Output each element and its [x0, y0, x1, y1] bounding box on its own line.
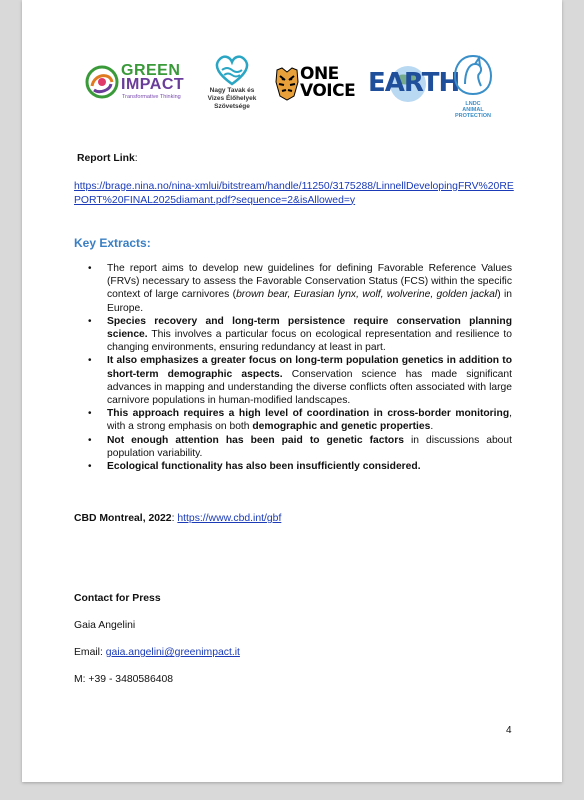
nagy-tavak-logo	[200, 54, 264, 120]
nagy-tavak-line1: Nagy Tavak és	[209, 87, 255, 94]
list-item	[74, 460, 512, 473]
extract-text: Conservation science has made significant advances in mapping and understanding the diverse conflicts often associated with large carnivore populations in human-modified landscapes.	[107, 368, 512, 407]
extract-text: .	[430, 421, 434, 433]
report-link-heading: Report Link:	[77, 153, 138, 164]
extract-text: in discussions about population variability.	[107, 434, 512, 459]
green-impact-wordmark	[121, 64, 184, 92]
one-voice-logo	[274, 64, 358, 104]
extract-bold: It also emphasizes a greater focus on long-term population genetics in addition to short-term demographic aspects.	[107, 355, 512, 380]
list-item	[74, 262, 512, 315]
document-page	[22, 0, 562, 782]
list-item	[74, 407, 512, 433]
green-impact-logo	[84, 62, 208, 106]
extract-italic: brown bear, Eurasian lynx, wolf, wolverine, golden jackal	[236, 289, 498, 301]
extract-bold: Species recovery and long-term persistence require conservation planning science.	[107, 315, 512, 341]
list-item	[74, 315, 512, 355]
press-contact-heading: Contact for Press	[74, 593, 161, 604]
heart-wave-icon	[214, 54, 250, 86]
lndc-line1: LNDC	[465, 101, 481, 107]
key-extracts-heading: Key Extracts:	[74, 236, 151, 250]
extract-bold: Not enough attention has been paid to genetic factors	[107, 434, 404, 446]
green-impact-line2: IMPACT	[121, 76, 185, 93]
lndc-line3: PROTECTION	[454, 113, 492, 119]
list-item	[74, 354, 512, 407]
animal-silhouette-icon	[453, 54, 493, 96]
extract-bold: Ecological functionality has also been insufficiently considered.	[107, 461, 421, 473]
green-impact-tagline: Transformative Thinking	[122, 94, 181, 100]
extract-text: The report aims to develop new guidelines for defining Favorable Reference Values (FRVs) necessary to assess the Favorable Conservation Status (FCS) within the specific context of large carnivores (	[107, 263, 512, 301]
lndc-logo	[448, 54, 498, 120]
press-contact-phone: M: +39 - 3480586408	[74, 674, 174, 685]
list-item	[74, 434, 512, 460]
extract-bold: This approach requires a high level of coordination in cross-border monitoring	[107, 408, 510, 420]
page-number: 4	[506, 725, 512, 736]
report-url-link[interactable]: https://brage.nina.no/nina-xmlui/bitstream/handle/11250/3175288/LinnellDevelopingFRV%20REPORT%20FINAL2025diamant.pdf?sequence=2&isAllowed=y	[74, 181, 514, 206]
email-label: Email:	[74, 647, 106, 658]
earth-logo	[368, 60, 460, 108]
earth-wordmark: EARTH	[368, 68, 460, 98]
cbd-label: CBD Montreal, 2022	[74, 513, 172, 524]
extract-bold: demographic and genetic properties	[252, 421, 431, 433]
tiger-icon	[274, 66, 300, 102]
nagy-tavak-line2: Vizes Élőhelyek	[207, 95, 257, 102]
extract-text: This involves a particular focus on ecological representation and resilience to changing environments, ensuring redundancy at least in part.	[107, 329, 512, 354]
press-contact-name: Gaia Angelini	[74, 620, 136, 631]
lndc-line2: ANIMAL	[462, 107, 484, 113]
report-link-label: Report Link	[77, 153, 135, 164]
cbd-link[interactable]: https://www.cbd.int/gbf	[177, 513, 282, 524]
extract-text: , with a strong emphasis on both	[107, 408, 512, 433]
email-link[interactable]: gaia.angelini@greenimpact.it	[105, 647, 240, 658]
one-voice-line2: VOICE	[300, 81, 356, 101]
cbd-reference: CBD Montreal, 2022: https://www.cbd.int/gbf	[74, 513, 282, 524]
green-impact-line1: GREEN	[121, 62, 181, 79]
partner-logos	[22, 50, 562, 120]
extract-text: ) in Europe.	[107, 289, 512, 314]
green-impact-swirl-icon	[84, 64, 120, 100]
one-voice-line1: ONE	[300, 64, 339, 84]
key-extracts-list	[74, 262, 512, 473]
nagy-tavak-line3: Szövetsége	[214, 103, 250, 110]
press-contact-email	[74, 647, 240, 658]
